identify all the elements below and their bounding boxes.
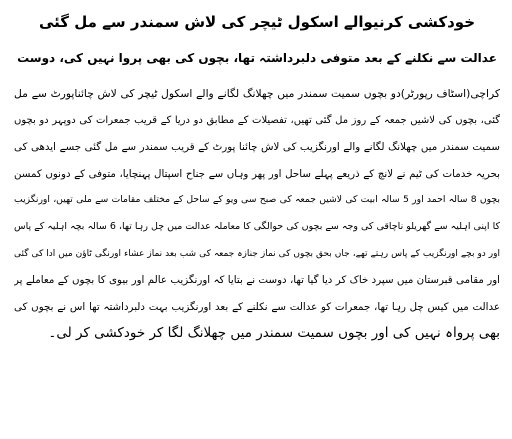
body-line: بحریہ خدمات کی ٹیم نے لانچ کے ذریعے پہلے ساحل اور پھر وہاں سے جناح اسپتال پہنچایا، متوفی کے دونوں کمسن	[14, 167, 500, 180]
subheadline: عدالت سے نکلنے کے بعد متوفی دلبرداشتہ تھا، بچوں کی بھی پروا نہیں کی، دوست	[17, 51, 497, 65]
body-line: بچوں 8 سالہ احمد اور 5 سالہ ابیت کی لاشیں جمعہ کی صبح سی ویو کے ساحل کے مختلف مقامات سے ملی تھیں، اورنگزیب	[14, 194, 500, 206]
body-line: گئی، بچوں کی لاشیں جمعہ کے روز مل گئی تھیں، تفصیلات کے مطابق دو دریا کے قریب جمعرات کی دوپہر دو بچوں	[14, 114, 500, 126]
body-line: سمیت سمندر میں چھلانگ لگانے والے اورنگزیب کی لاش چائنا پورٹ کے قریب سمندر سے مل گئی جسے ایدھی کی	[14, 141, 500, 154]
body-line: اور دو بچے اورنگزیب کے پاس رہتے تھے، جاں بحق بچوں کی نماز جنازہ جمعہ کی شب بعد نماز عشاء اورنگی ٹاؤن میں ادا کی گئی	[14, 248, 500, 259]
body-line-last: بھی پرواہ نہیں کی اور بچوں سمیت سمندر میں چھلانگ لگا کر خودکشی کر لی۔	[48, 325, 500, 342]
body-line: عدالت میں کیس چل رہا تھا، جمعرات کو عدالت سے نکلنے کے بعد اورنگزیب بہت دلبرداشتہ تھا اس نے بچوں کی	[14, 300, 500, 313]
body-line: کراچی(اسٹاف رپورٹر)دو بچوں سمیت سمندر میں چھلانگ لگانے والے اسکول ٹیچر کی لاش چائناپورٹ سے مل	[14, 87, 500, 100]
headline: خودکشی کرنیوالے اسکول ٹیچر کی لاش سمندر سے مل گئی	[38, 13, 476, 31]
body-line: اور مقامی قبرستان میں سپرد خاک کر دیا گیا تھا، دوست نے بتایا کہ اورنگزیب عالم اور بیوی کا بچوں کے معاملے پر	[14, 274, 500, 287]
body-line: کا اپنی اہلیہ سے گھریلو ناچاقی کی وجہ سے بچوں کی حوالگی کا معاملہ عدالت میں چل رہا تھا، 6 سالہ بچہ اہلیہ کے پاس	[14, 220, 500, 232]
article-body	[14, 81, 500, 347]
